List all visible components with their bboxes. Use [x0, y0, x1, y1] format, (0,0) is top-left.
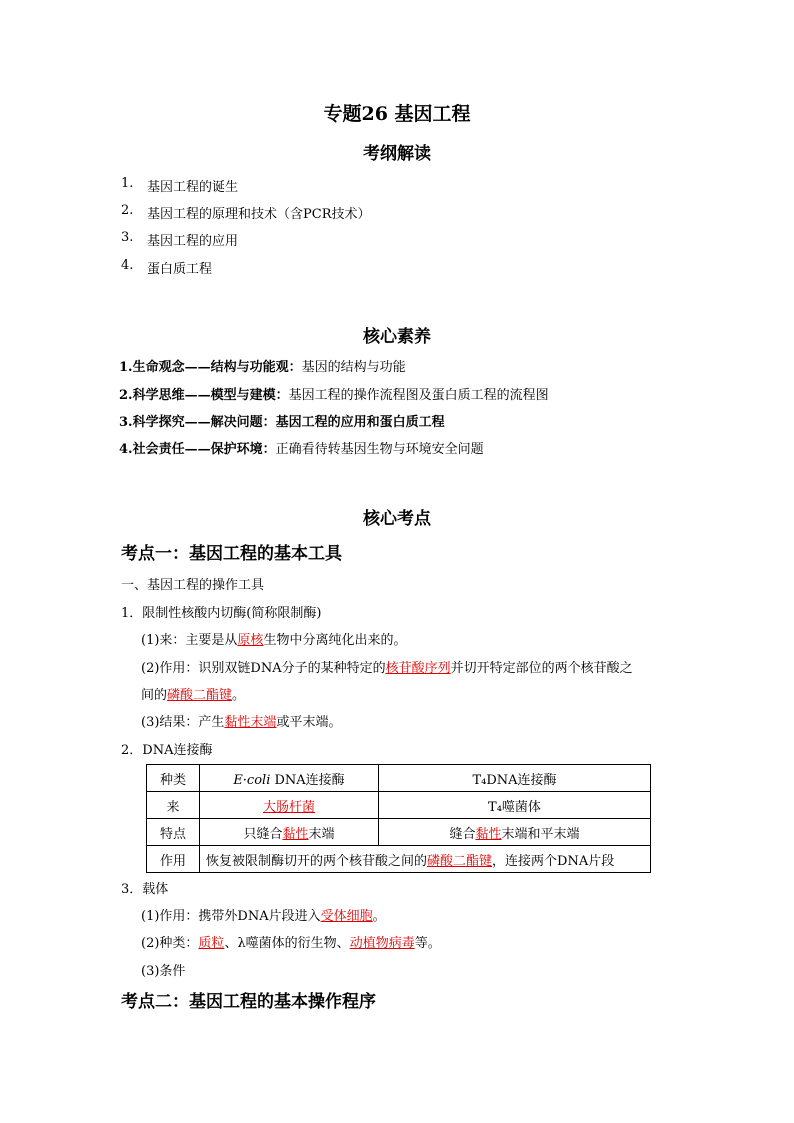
- literacy-text: 基因工程的操作流程图及蛋白质工程的流程图: [288, 388, 549, 403]
- table-row: [147, 846, 651, 873]
- answer-highlight: 质粒: [198, 936, 225, 951]
- vector-heading: 3．载体: [121, 882, 169, 897]
- literacy-item: [119, 438, 484, 457]
- enzyme-function: [141, 657, 633, 676]
- answer-highlight: 黏性: [475, 826, 502, 842]
- text-segment: 恢复被限制酶切开的两个核苷酸之间的: [206, 853, 428, 869]
- ligase-heading: 2．DNA连接酶: [121, 743, 213, 758]
- core-heading: 核心考点: [363, 509, 431, 529]
- list-number: 3.: [121, 230, 134, 245]
- ligase-table: [146, 764, 651, 873]
- enzyme-source: [141, 629, 406, 648]
- list-text: 蛋白质工程: [147, 262, 213, 277]
- answer-highlight: 大肠杆菌: [262, 799, 315, 815]
- literacy-item: [119, 384, 549, 403]
- list-number: 4.: [121, 258, 134, 273]
- literacy-item: [119, 356, 406, 375]
- text-segment: (3)结果：产生: [141, 715, 225, 730]
- table-row: [147, 765, 651, 792]
- text-segment: 。: [232, 688, 246, 703]
- text-segment: (2)种类：: [141, 936, 199, 951]
- text-segment: 并切开特定部位的两个核苷酸之: [450, 661, 633, 676]
- enzyme-function-cont: [141, 684, 245, 703]
- literacy-label: 2.科学思维——模型与建模：: [119, 388, 289, 403]
- list-text: 基因工程的原理和技术（含PCR技术）: [147, 207, 371, 222]
- list-item: [121, 176, 239, 195]
- text-segment: 缝合: [449, 826, 476, 842]
- vector-function: [141, 905, 386, 924]
- text-segment: 末端和平末端: [501, 826, 580, 842]
- point-two-heading: 考点二：基因工程的基本操作程序: [121, 992, 376, 1012]
- enzyme-heading: 1．限制性核酸内切酶(简称限制酶): [121, 606, 322, 621]
- table-cell: 特点: [147, 819, 200, 846]
- list-text: 基因工程的应用: [147, 234, 239, 249]
- table-cell: 作用: [147, 846, 200, 873]
- list-item: [121, 203, 371, 222]
- literacy-label: 1.生命观念——结构与功能观：: [119, 360, 302, 375]
- text-segment: (2)作用：识别双链DNA分子的某种特定的: [141, 661, 386, 676]
- point-one-heading: 考点一：基因工程的基本工具: [121, 544, 342, 564]
- list-item: [121, 230, 239, 249]
- list-number: 1.: [121, 176, 134, 191]
- table-row: [147, 819, 651, 846]
- text-segment: 生物中分离纯化出来的。: [263, 633, 407, 648]
- text-segment: 、λ噬菌体的衍生物、: [224, 936, 350, 951]
- table-cell: [379, 819, 651, 846]
- answer-highlight: 动植物病毒: [349, 936, 415, 951]
- table-cell: [200, 846, 651, 873]
- text-segment: (1)作用：携带外DNA片段进入: [141, 909, 321, 924]
- table-row: [147, 792, 651, 819]
- literacy-heading: 核心素养: [363, 327, 431, 347]
- answer-highlight: 磷酸二酯键: [427, 853, 493, 869]
- text-segment: 间的: [141, 688, 168, 703]
- table-cell: [200, 792, 379, 819]
- answer-highlight: 原核: [237, 633, 264, 648]
- answer-highlight: 黏性末端: [224, 715, 277, 730]
- table-cell: T₄噬菌体: [379, 792, 651, 819]
- answer-highlight: 磷酸二酯键: [167, 688, 233, 703]
- literacy-text: 正确看待转基因生物与环境安全问题: [275, 442, 484, 457]
- text-segment: DNA连接酶: [270, 772, 345, 788]
- enzyme-result: [141, 711, 341, 730]
- text-segment: 。: [372, 909, 386, 924]
- table-cell: [200, 765, 379, 792]
- answer-highlight: 受体细胞: [320, 909, 373, 924]
- answer-highlight: 黏性: [282, 826, 309, 842]
- literacy-label: 4.社会责任——保护环境：: [119, 442, 276, 457]
- literacy-item: [119, 411, 445, 430]
- answer-highlight: 核苷酸序列: [385, 661, 451, 676]
- literacy-label: 3.科学探究——解决问题：: [119, 415, 276, 430]
- subsection-heading: 一、基因工程的操作工具: [121, 578, 265, 593]
- text-segment: 只缝合: [243, 826, 283, 842]
- literacy-text: 基因工程的应用和蛋白质工程: [275, 415, 445, 430]
- text-segment: 末端: [308, 826, 335, 842]
- literacy-text: 基因的结构与功能: [301, 360, 406, 375]
- list-item: [121, 258, 213, 277]
- species-name: E·coli: [233, 772, 271, 788]
- page-title: 专题26 基因工程: [323, 103, 471, 125]
- text-segment: (1)来：主要是从: [141, 633, 238, 648]
- syllabus-heading: 考纲解读: [363, 144, 431, 164]
- text-segment: 或平末端。: [276, 715, 342, 730]
- table-cell: T₄DNA连接酶: [379, 765, 651, 792]
- vector-kinds: [141, 932, 441, 951]
- list-text: 基因工程的诞生: [147, 180, 239, 195]
- vector-conditions: (3)条件: [141, 964, 186, 979]
- table-cell: [200, 819, 379, 846]
- text-segment: 等。: [414, 936, 441, 951]
- table-cell: 种类: [147, 765, 200, 792]
- table-cell: 来: [147, 792, 200, 819]
- list-number: 2.: [121, 203, 134, 218]
- text-segment: ，连接两个DNA片段: [492, 853, 615, 869]
